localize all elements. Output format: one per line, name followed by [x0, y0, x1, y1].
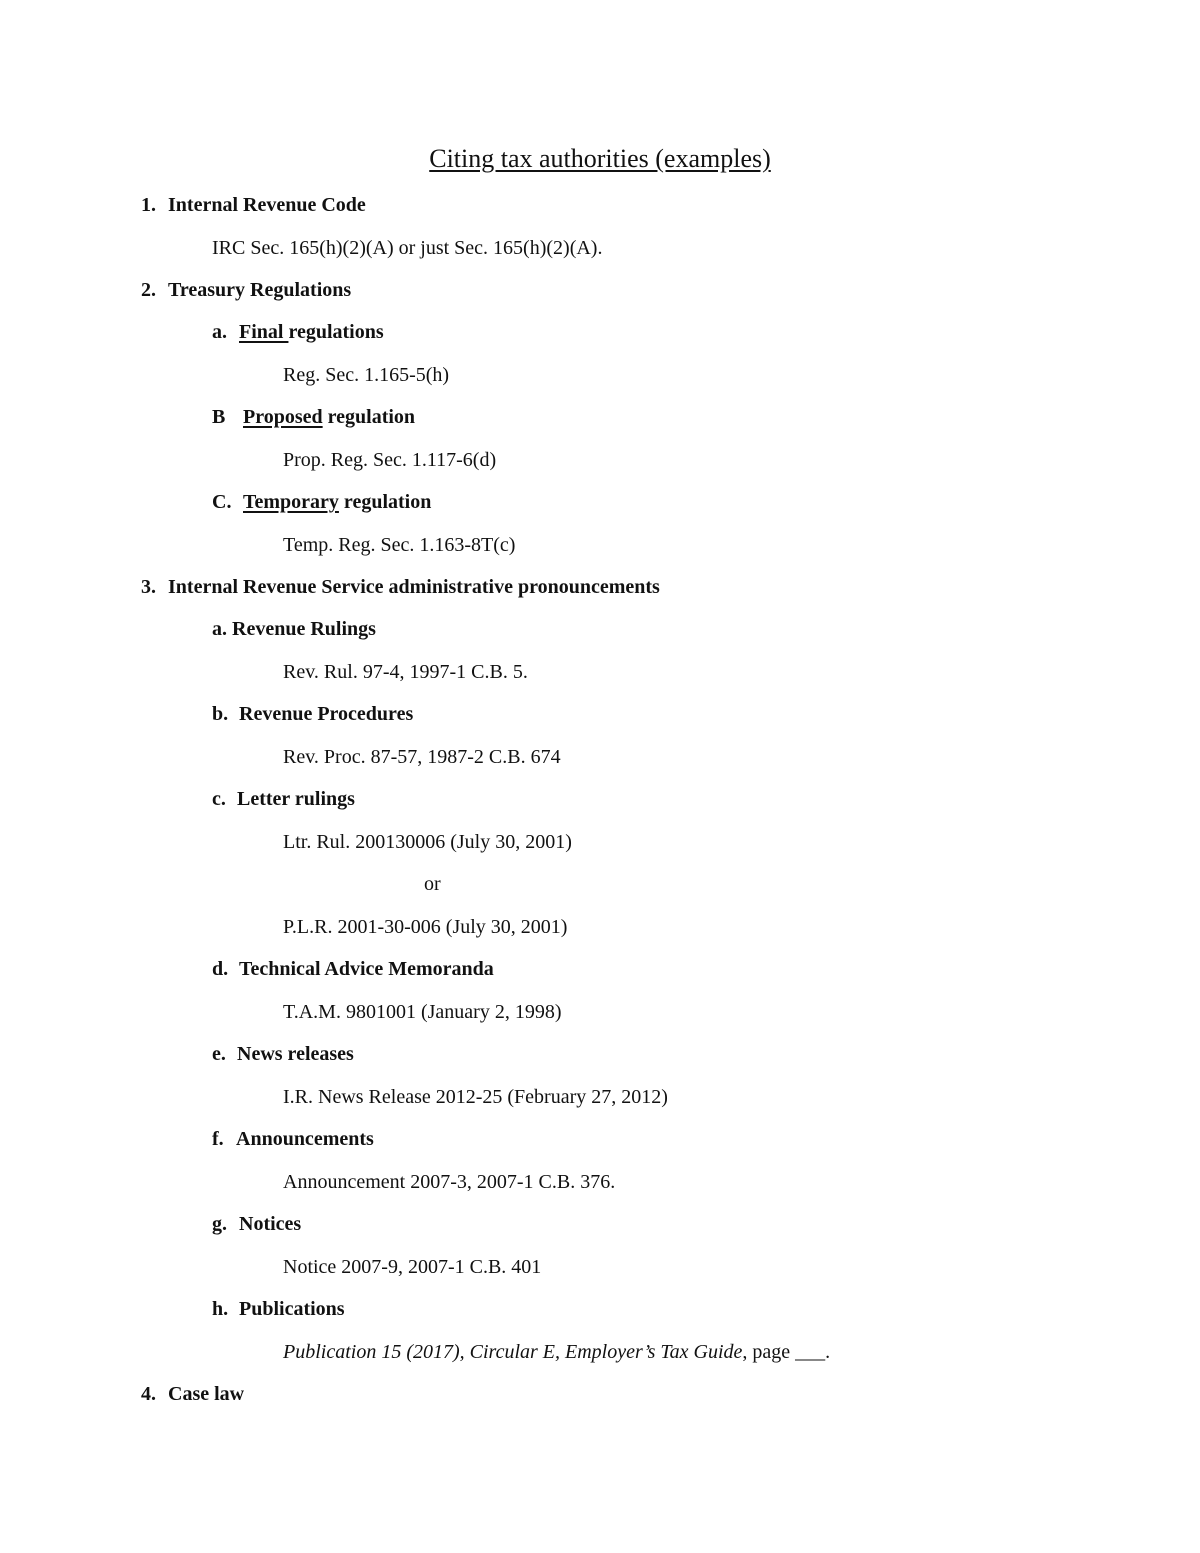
- subsection-marker: B: [212, 406, 226, 428]
- publication-page-ref: , page ___.: [742, 1341, 831, 1363]
- citation-example: Notice 2007-9, 2007-1 C.B. 401: [283, 1256, 542, 1278]
- section-4-heading: [141, 1382, 244, 1406]
- subsection-2b-heading: [212, 405, 415, 429]
- subsection-title-rest: regulations: [288, 321, 384, 343]
- subsection-underlined-term: Proposed: [243, 406, 323, 428]
- subsection-marker: d.: [212, 958, 229, 980]
- subsection-2c-heading: [212, 490, 431, 514]
- subsection-3f-heading: [212, 1127, 374, 1151]
- subsection-underlined-term: Final: [239, 321, 289, 343]
- citation-example: T.A.M. 9801001 (January 2, 1998): [283, 1001, 562, 1023]
- subsection-marker: C.: [212, 491, 232, 513]
- publication-title: Publication 15 (2017), Circular E, Employer’s Tax Guide: [283, 1341, 743, 1363]
- section-title: Treasury Regulations: [168, 279, 352, 301]
- section-number: 2.: [141, 279, 156, 301]
- subsection-3c-heading: [212, 787, 355, 811]
- subsection-marker: f.: [212, 1128, 224, 1150]
- subsection-title: Revenue Procedures: [239, 703, 414, 725]
- subsection-underlined-term: Temporary: [243, 491, 339, 513]
- section-2-heading: [141, 278, 351, 302]
- subsection-3e-heading: [212, 1042, 354, 1066]
- subsection-3d-heading: [212, 957, 494, 981]
- subsection-marker: h.: [212, 1298, 229, 1320]
- subsection-title: Technical Advice Memoranda: [239, 958, 494, 980]
- citation-example: Rev. Proc. 87-57, 1987-2 C.B. 674: [283, 746, 561, 768]
- subsection-marker: c.: [212, 788, 226, 810]
- citation-example: I.R. News Release 2012-25 (February 27, 2012): [283, 1086, 668, 1108]
- citation-example: [283, 1340, 830, 1364]
- citation-example: IRC Sec. 165(h)(2)(A) or just Sec. 165(h)(2)(A).: [212, 237, 603, 259]
- section-number: 4.: [141, 1383, 156, 1405]
- subsection-2a-heading: [212, 320, 384, 344]
- subsection-title: News releases: [237, 1043, 354, 1065]
- or-separator: or: [424, 873, 441, 895]
- citation-example: Announcement 2007-3, 2007-1 C.B. 376.: [283, 1171, 616, 1193]
- subsection-marker: a.: [212, 321, 227, 343]
- subsection-3b-heading: [212, 702, 413, 726]
- subsection-marker: a.: [212, 618, 227, 640]
- section-1-heading: [141, 193, 366, 217]
- subsection-marker: e.: [212, 1043, 226, 1065]
- citation-example: P.L.R. 2001-30-006 (July 30, 2001): [283, 916, 568, 938]
- subsection-title-rest: regulation: [338, 491, 432, 513]
- subsection-title: Publications: [239, 1298, 345, 1320]
- subsection-title: Notices: [239, 1213, 302, 1235]
- section-3-heading: [141, 575, 660, 599]
- subsection-3g-heading: [212, 1212, 301, 1236]
- section-title: Case law: [168, 1383, 245, 1405]
- subsection-title: Letter rulings: [237, 788, 355, 810]
- citation-example: Temp. Reg. Sec. 1.163-8T(c): [283, 534, 516, 556]
- subsection-marker: g.: [212, 1213, 227, 1235]
- section-number: 1.: [141, 194, 156, 216]
- section-title: Internal Revenue Service administrative pronouncements: [168, 576, 660, 598]
- citation-example: Ltr. Rul. 200130006 (July 30, 2001): [283, 831, 572, 853]
- citation-example: Prop. Reg. Sec. 1.117-6(d): [283, 449, 497, 471]
- page-title: Citing tax authorities (examples): [429, 144, 771, 173]
- subsection-3h-heading: [212, 1297, 345, 1321]
- section-title: Internal Revenue Code: [168, 194, 366, 216]
- subsection-marker: b.: [212, 703, 229, 725]
- citation-example: Rev. Rul. 97-4, 1997-1 C.B. 5.: [283, 661, 528, 683]
- subsection-title: Revenue Rulings: [232, 618, 376, 640]
- subsection-title: Announcements: [236, 1128, 374, 1150]
- subsection-title-rest: regulation: [322, 406, 416, 428]
- citation-example: Reg. Sec. 1.165-5(h): [283, 364, 450, 386]
- section-number: 3.: [141, 576, 156, 598]
- subsection-3a-heading: [212, 617, 376, 641]
